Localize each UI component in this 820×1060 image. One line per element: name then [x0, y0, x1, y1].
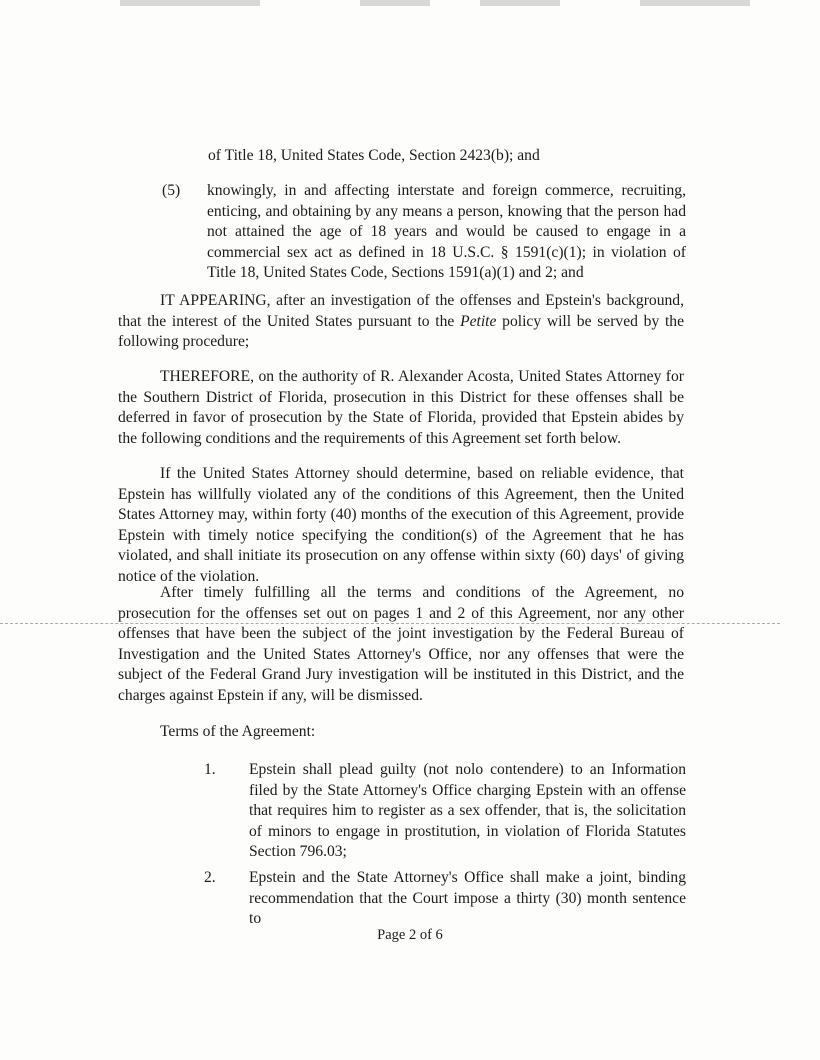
list-item-5: [162, 181, 686, 284]
page-number-footer: Page 2 of 6: [377, 927, 443, 943]
scan-smudge: [120, 0, 260, 6]
petite-italic: Petite: [460, 312, 497, 330]
paragraph-text: IT APPEARING, after an investigation of the offenses and Epstein's background, that the interest of the United States pursuant to the: [118, 292, 684, 330]
list-item-text: knowingly, in and affecting interstate and foreign commerce, recruiting, enticing, and obtaining by any means a person, knowing that the person had not attained the age of 18 years and would be caused to engage in a commercial sex act as defined in 18 U.S.C. § 1591(c)(1); in violation of Title 18, United States Code, Sections 1591(a)(1) and 2; and: [207, 182, 686, 281]
paragraph-text: policy will be served by the following procedure;: [118, 312, 684, 350]
terms-heading: Terms of the Agreement:: [160, 723, 316, 740]
scan-smudge: [640, 0, 750, 6]
term-text: Epstein shall plead guilty (not nolo contendere) to an Information filed by the State Attorney's Office charging Epstein with an offense that requires him to register as a sex offender, that is, the solicitation of minors to engage in prostitution, in violation of Florida Statutes Section 796.03;: [249, 761, 686, 860]
term-number: 2.: [204, 869, 216, 886]
term-text: Epstein and the State Attorney's Office shall make a joint, binding recommendation that the Court impose a thirty (30) month sentence to: [249, 869, 686, 927]
continuation-line: of Title 18, United States Code, Section 2423(b); and: [208, 147, 540, 164]
scan-smudge: [480, 0, 560, 6]
term-number: 1.: [204, 761, 216, 778]
paragraph-fulfilling: After timely fulfilling all the terms and conditions of the Agreement, no prosecution for the offenses set out on pages 1 and 2 of this Agreement, nor any other offenses that have been the subject of the joint investigation by the Federal Bureau of Investigation and the United States Attorney's Office, nor any offenses that were the subject of the Federal Grand Jury investigation will be instituted in this District, and the charges against Epstein if any, will be dismissed.: [118, 584, 684, 704]
scan-smudge: [360, 0, 430, 6]
paragraph-violation: If the United States Attorney should determine, based on reliable evidence, that Epstein has willfully violated any of the conditions of this Agreement, then the United States Attorney may, within forty (40) months of the execution of this Agreement, provide Epstein with timely notice specifying the condition(s) of the Agreement that he has violated, and shall initiate its prosecution on any offense within sixty (60) days' of giving notice of the violation.: [118, 465, 684, 585]
term-item-2: [204, 868, 686, 930]
list-item-number: (5): [162, 182, 181, 199]
paragraph-therefore: THEREFORE, on the authority of R. Alexander Acosta, United States Attorney for the Southern District of Florida, prosecution in this District for these offenses shall be deferred in favor of prosecution by the State of Florida, provided that Epstein abides by the following conditions and the requirements of this Agreement set forth below.: [118, 368, 684, 447]
term-item-1: [204, 760, 686, 863]
paragraph-it-appearing: [118, 291, 684, 353]
